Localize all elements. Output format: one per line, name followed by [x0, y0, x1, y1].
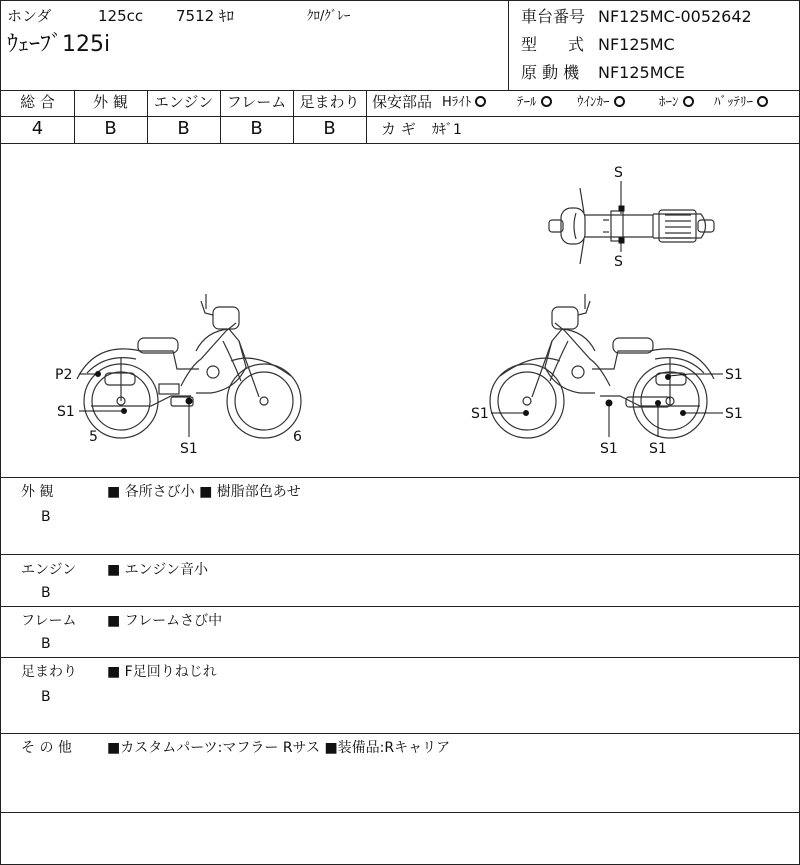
marker-left-p2: [96, 372, 101, 377]
rule-remark-4: [1, 733, 800, 734]
type-label-b: 式: [568, 35, 585, 54]
safety-item-label: ﾃｰﾙ: [517, 95, 537, 110]
grade-frame: B: [250, 118, 263, 139]
rule-col-5: [366, 90, 367, 143]
safety-item-winker: [577, 96, 625, 109]
key-value: ｶｷﾞ1: [432, 122, 462, 138]
grade-overall: 4: [31, 118, 44, 139]
rule-header-bottom: [1, 90, 800, 91]
label-right-s1-c: S1: [471, 406, 489, 422]
marker-left-s1-b: [186, 398, 192, 404]
ok-circle-icon: [541, 96, 552, 107]
body-color: ｸﾛ/ｸﾞﾚｰ: [307, 9, 351, 24]
remark-exterior-grade: B: [41, 509, 51, 525]
remark-suspension-text: ■ F足回りねじれ: [107, 664, 217, 680]
engine-value: NF125MCE: [598, 63, 685, 82]
safety-item-horn: [659, 96, 694, 109]
remark-engine-text: ■ エンジン音小: [107, 562, 208, 578]
engine-label: 原 動 機: [521, 63, 580, 82]
label-right-s1-b: S1: [725, 406, 743, 422]
safety-item-label: ﾎｰﾝ: [659, 95, 679, 110]
label-left-6: 6: [293, 429, 302, 445]
rule-remark-1: [1, 554, 800, 555]
marker-right-s1-b: [681, 411, 686, 416]
remark-frame-grade: B: [41, 636, 51, 652]
frame-no: NF125MC-0052642: [598, 7, 752, 26]
remark-engine-label: エンジン: [21, 562, 77, 578]
label-top-s-lower: S: [614, 254, 623, 270]
model-name: ｳｪｰﾌﾞ125i: [7, 32, 111, 57]
rule-header-split: [508, 1, 509, 90]
displacement: 125cc: [98, 7, 144, 25]
ok-circle-icon: [475, 96, 486, 107]
grade-exterior: B: [104, 118, 117, 139]
type-label-a: 型: [521, 35, 538, 54]
mileage: 7512 ｷﾛ: [176, 7, 234, 25]
grade-header-engine: エンジン: [153, 93, 214, 111]
marker-right-s1-c: [524, 411, 529, 416]
grade-suspension: B: [323, 118, 336, 139]
type-value: NF125MC: [598, 35, 675, 54]
marker-right-s1-d: [606, 400, 612, 406]
grade-engine: B: [177, 118, 190, 139]
label-top-s-upper: S: [614, 165, 623, 181]
grade-header-suspension: 足まわり: [299, 93, 360, 111]
marker-top-upper: [619, 206, 624, 211]
remark-suspension-label: 足まわり: [21, 664, 77, 680]
grade-header-exterior: 外 観: [93, 93, 128, 111]
grade-header-frame: フレーム: [226, 93, 287, 111]
label-right-s1-a: S1: [725, 367, 743, 383]
safety-item-tail: [517, 96, 552, 109]
label-right-s1-e: S1: [649, 441, 667, 457]
safety-item-label: Hﾗｲﾄ: [442, 95, 472, 110]
safety-item-headlight: [442, 96, 486, 109]
remark-exterior-label: 外 観: [21, 484, 54, 500]
remark-engine-grade: B: [41, 585, 51, 601]
rule-grades-mid: [1, 116, 800, 117]
rule-remark-5: [1, 812, 800, 813]
ok-circle-icon: [757, 96, 768, 107]
right-side-bike-icon: [490, 294, 714, 438]
remark-other-text: ■カスタムパーツ:マフラー Rサス ■装備品:Rキャリア: [107, 740, 451, 756]
remark-other-label: そ の 他: [21, 740, 72, 756]
marker-top-lower: [619, 238, 624, 243]
marker-right-s1-a: [666, 375, 671, 380]
label-right-s1-d: S1: [600, 441, 618, 457]
label-left-p2: P2: [55, 367, 73, 383]
remark-frame-text: ■ フレームさび中: [107, 613, 223, 629]
label-left-s1-a: S1: [57, 404, 75, 420]
ok-circle-icon: [683, 96, 694, 107]
safety-label: 保安部品: [372, 93, 433, 111]
label-left-5: 5: [89, 429, 98, 445]
rule-diagram-bottom: [1, 477, 800, 478]
key-label: カ ギ: [381, 120, 416, 138]
frame-no-label: 車台番号: [521, 7, 586, 26]
marker-left-s1-a: [122, 409, 127, 414]
ok-circle-icon: [614, 96, 625, 107]
damage-diagram: [1, 144, 800, 477]
marker-right-s1-e: [656, 401, 661, 406]
label-left-s1-b: S1: [180, 441, 198, 457]
safety-item-label: ﾊﾞｯﾃﾘｰ: [714, 95, 753, 110]
rule-remark-2: [1, 606, 800, 607]
grade-header-overall: 総 合: [20, 93, 55, 111]
remark-suspension-grade: B: [41, 689, 51, 705]
safety-item-battery: [714, 96, 768, 109]
remark-exterior-text: ■ 各所さび小 ■ 樹脂部色あせ: [107, 484, 301, 500]
safety-item-label: ｳｲﾝｶｰ: [577, 95, 610, 110]
top-view-bike-icon: [549, 188, 714, 264]
maker: ホンダ: [7, 7, 52, 25]
remark-frame-label: フレーム: [21, 613, 77, 629]
rule-remark-3: [1, 657, 800, 658]
